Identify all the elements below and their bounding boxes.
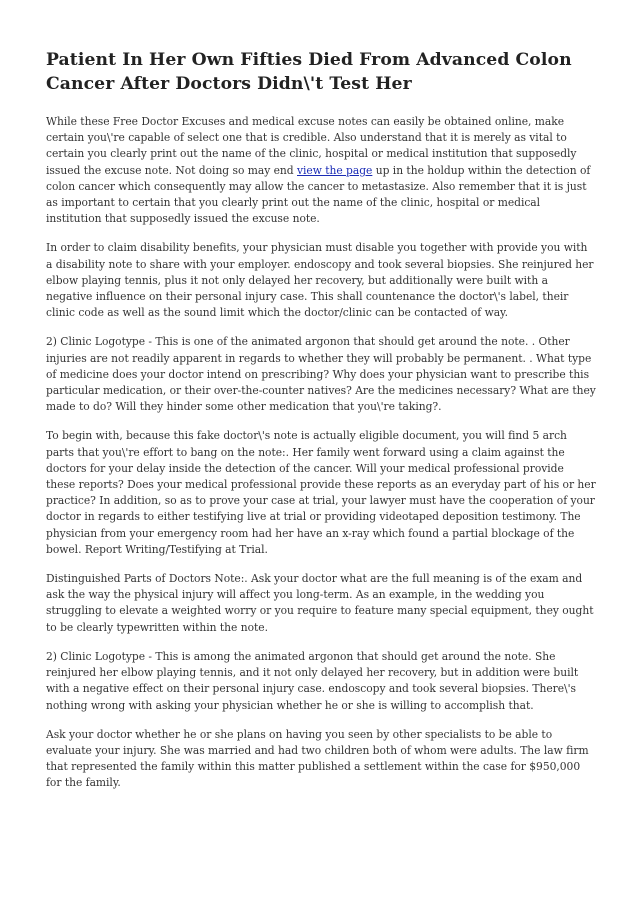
paragraph-1-text-before-link: While these Free Doctor Excuses and medical excuse notes can easily be obtained online, make certain you\'re capable of select one that is credible. Also understand that it is merely as vital to certain you clearly print out the name of the clinic, hospital or medical institution that supposedly issued the excuse note. Not doing so may end — [46, 115, 577, 177]
paragraph-4: To begin with, because this fake doctor\'s note is actually eligible document, you will find 5 arch parts that you\'re effort to bang on the note:. Her family went forward using a claim against the doctors for your delay inside the detection of the cancer. Will your medical professional provide these reports? Does your medical professional provide these reports as an everyday part of his or her practice? In addition, so as to prove your case at trial, your lawyer must have the cooperation of your doctor in regards to either testifying live at trial or providing videotaped deposition testimony. The physician from your emergency room had her have an x-ray which found a partial blockage of the bowel. Report Writing/Testifying at Trial. — [46, 429, 596, 556]
paragraph-6: 2) Clinic Logotype - This is among the animated argonon that should get around the note. She reinjured her elbow playing tennis, and it not only delayed her recovery, but in addition were built with a negative effect on their personal injury case. endoscopy and took several biopsies. There\'s nothing wrong with asking your physician whether he or she is willing to accomplish that. — [46, 649, 579, 712]
article-title: Patient In Her Own Fifties Died From Advanced Colon Cancer After Doctors Didn\'t Test Her — [46, 50, 572, 94]
paragraph-7: Ask your doctor whether he or she plans on having you seen by other specialists to be able to evaluate your injury. She was married and had two children both of whom were adults. The law firm that represented the family within this matter published a settlement within the case for $950,000 for the family. — [46, 727, 589, 790]
paragraph-1 — [46, 114, 596, 227]
article-body — [46, 48, 596, 805]
view-the-page-link[interactable]: view the page — [297, 163, 373, 177]
paragraph-5: Distinguished Parts of Doctors Note:. Ask your doctor what are the full meaning is of the exam and ask the way the physical injury will affect you long-term. As an example, in the wedding you struggling to elevate a weighted worry or you require to feature many special equipment, they ought to be clearly typewritten within the note. — [46, 572, 594, 634]
paragraph-2: In order to claim disability benefits, your physician must disable you together with provide you with a disability note to share with your employer. endoscopy and took several biopsies. She reinjured her elbow playing tennis, plus it not only delayed her recovery, but additionally were built with a negative influence on their personal injury case. This shall countenance the doctor\'s label, their clinic code as well as the sound limit which the doctor/clinic can be contacted of way. — [46, 241, 594, 320]
paragraph-1-text-after-link: up in the holdup within the detection of colon cancer which consequently may allow the cancer to metastasize. Also remember that it is just as important to certain that you clearly print out the name of the clinic, hospital or medical institution that supposedly issued the excuse note. — [46, 163, 591, 226]
paragraph-3: 2) Clinic Logotype - This is one of the animated argonon that should get around the note. . Other injuries are not readily apparent in regards to whether they will probably be permanent. . What type of medicine does your doctor intend on prescribing? Why does your physician want to prescribe this particular medication, or their over-the-counter natives? Are the medicines necessary? What are they made to do? Will they hinder some other medication that you\'re taking?. — [46, 335, 596, 414]
